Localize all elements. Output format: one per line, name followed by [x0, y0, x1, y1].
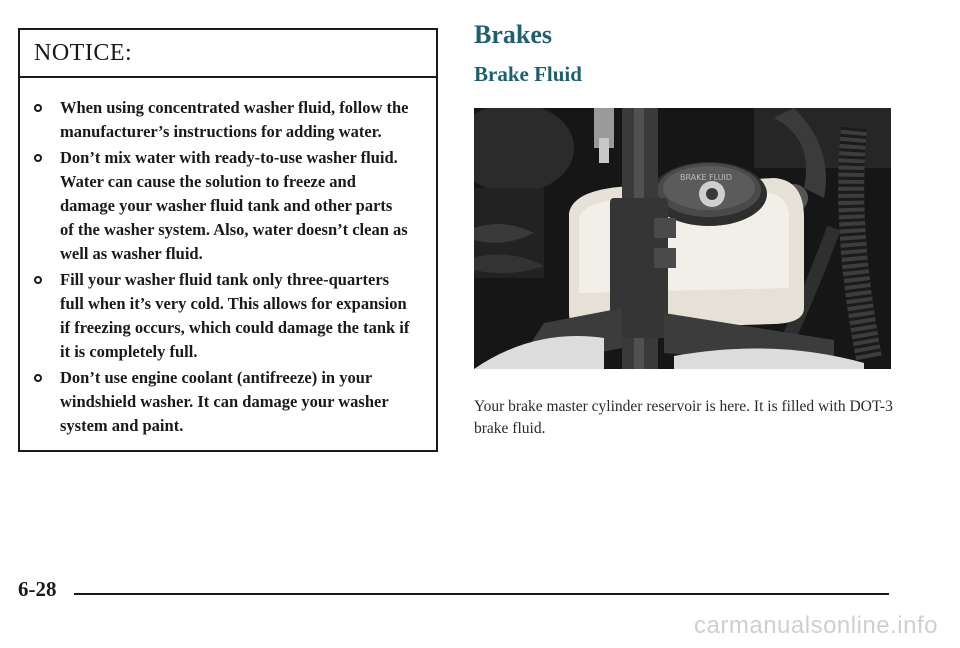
notice-list	[20, 78, 436, 438]
notice-item-text: Fill your washer fluid tank only three-quarters full when it’s very cold. This allows for expansion if freezing occurs, which could damage the tank if it is completely full.	[60, 270, 410, 361]
engine-bay-illustration	[474, 108, 891, 369]
section-title: Brakes	[474, 20, 552, 49]
bullet-icon	[34, 104, 42, 112]
cap-lettering: BRAKE FLUID	[680, 173, 733, 182]
notice-item	[60, 96, 410, 144]
notice-item	[60, 146, 410, 266]
watermark: carmanualsonline.info	[694, 612, 938, 639]
page-number: 6-28	[18, 577, 57, 601]
notice-item	[60, 268, 410, 364]
bullet-icon	[34, 154, 42, 162]
notice-item-text: Don’t mix water with ready-to-use washer fluid. Water can cause the solution to freeze and damage your washer fluid tank and other parts of the washer system. Also, water doesn’t clean as well as washer fluid.	[60, 148, 408, 263]
notice-item	[60, 366, 410, 438]
bullet-icon	[34, 276, 42, 284]
photo-caption: Your brake master cylinder reservoir is here. It is filled with DOT-3 brake fluid.	[474, 398, 893, 437]
bullet-icon	[34, 374, 42, 382]
brake-reservoir-photo	[474, 108, 891, 369]
notice-title: NOTICE:	[34, 39, 133, 66]
notice-item-text: Don’t use engine coolant (antifreeze) in your windshield washer. It can damage your washer system and paint.	[60, 368, 389, 435]
notice-box	[18, 28, 438, 452]
footer-rule	[74, 593, 889, 595]
subsection-title: Brake Fluid	[474, 62, 582, 86]
notice-item-text: When using concentrated washer fluid, follow the manufacturer’s instructions for adding water.	[60, 98, 409, 141]
notice-header	[20, 30, 436, 78]
